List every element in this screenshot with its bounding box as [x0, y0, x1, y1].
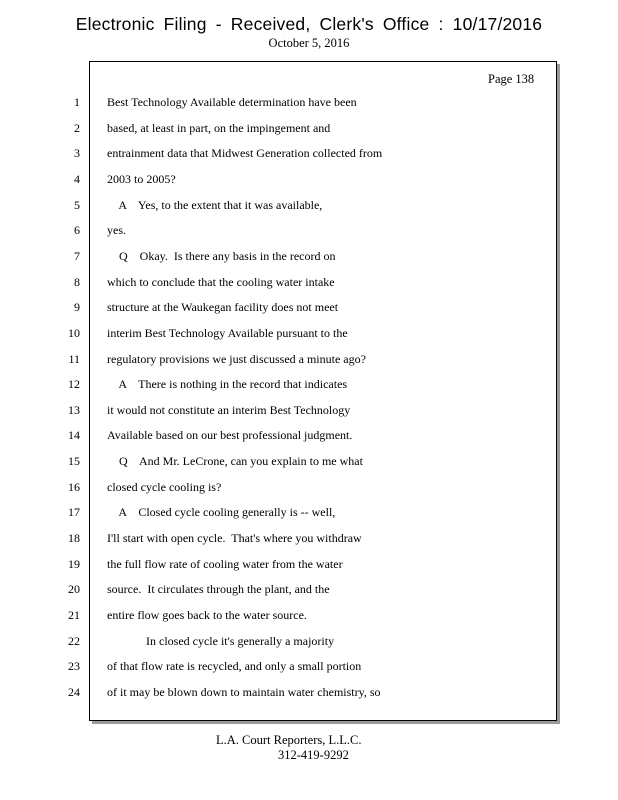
transcript-line: Best Technology Available determination have been — [107, 95, 357, 109]
transcript-line: A Yes, to the extent that it was available, — [107, 197, 323, 212]
line-number: 21 — [68, 608, 80, 622]
deposition-date: October 5, 2016 — [268, 36, 350, 50]
transcript-line: of that flow rate is recycled, and only a small portion — [107, 659, 362, 674]
line-number: 23 — [68, 659, 80, 674]
transcript-line: regulatory provisions we just discussed a minute ago? — [107, 351, 366, 366]
line-number: 3 — [74, 146, 80, 161]
line-number: 16 — [68, 479, 80, 494]
electronic-filing-stamp: Electronic Filing - Received, Clerk's Office : 10/17/2016 — [75, 14, 543, 34]
line-number: 2 — [74, 120, 80, 135]
transcript-line: I'll start with open cycle. That's where you withdraw — [107, 531, 362, 545]
transcript-line: source. It circulates through the plant, and the — [107, 582, 330, 597]
line-number: 5 — [74, 197, 80, 212]
line-number: 15 — [68, 454, 80, 469]
line-number: 13 — [68, 402, 80, 417]
line-number: 24 — [68, 684, 80, 699]
transcript-line: In closed cycle it's generally a majority — [107, 633, 335, 648]
line-number: 6 — [74, 223, 80, 238]
court-reporter-phone: 312-419-9292 — [278, 748, 349, 762]
transcript-line: entrainment data that Midwest Generation collected from — [107, 146, 383, 161]
transcript-line: structure at the Waukegan facility does not meet — [107, 300, 339, 315]
transcript-line: which to conclude that the cooling water intake — [107, 274, 335, 289]
line-number: 12 — [68, 377, 80, 392]
line-number: 20 — [68, 582, 80, 597]
transcript-line: Available based on our best professional judgment. — [107, 428, 353, 443]
transcript-line: yes. — [107, 223, 126, 238]
page-number: Page 138 — [488, 72, 535, 86]
line-number: 14 — [68, 428, 80, 443]
transcript-line: entire flow goes back to the water source. — [107, 608, 307, 622]
line-number: 11 — [68, 351, 80, 366]
transcript-line: of it may be blown down to maintain water chemistry, so — [107, 684, 381, 699]
line-number: 10 — [68, 325, 80, 340]
line-number: 8 — [74, 274, 80, 289]
line-number: 22 — [68, 633, 80, 648]
transcript-line: Q Okay. Is there any basis in the record on — [107, 248, 336, 263]
transcript-line: A Closed cycle cooling generally is -- well, — [107, 505, 336, 520]
line-number: 1 — [74, 95, 80, 109]
transcript-line: closed cycle cooling is? — [107, 479, 222, 494]
transcript-line: A There is nothing in the record that indicates — [107, 377, 348, 392]
transcript-line: 2003 to 2005? — [107, 171, 176, 186]
transcript-line: the full flow rate of cooling water from the water — [107, 556, 343, 571]
transcript-line: based, at least in part, on the impingement and — [107, 120, 331, 135]
line-number: 19 — [68, 556, 80, 571]
line-number: 4 — [74, 171, 80, 186]
transcript-line: Q And Mr. LeCrone, can you explain to me what — [107, 454, 363, 469]
line-number: 7 — [74, 248, 80, 263]
line-number: 18 — [68, 531, 80, 545]
transcript-line: interim Best Technology Available pursuant to the — [107, 325, 348, 340]
line-number: 9 — [74, 300, 80, 315]
transcript-line: it would not constitute an interim Best Technology — [107, 402, 351, 417]
line-number: 17 — [68, 505, 80, 520]
court-reporter-name: L.A. Court Reporters, L.L.C. — [216, 733, 362, 747]
